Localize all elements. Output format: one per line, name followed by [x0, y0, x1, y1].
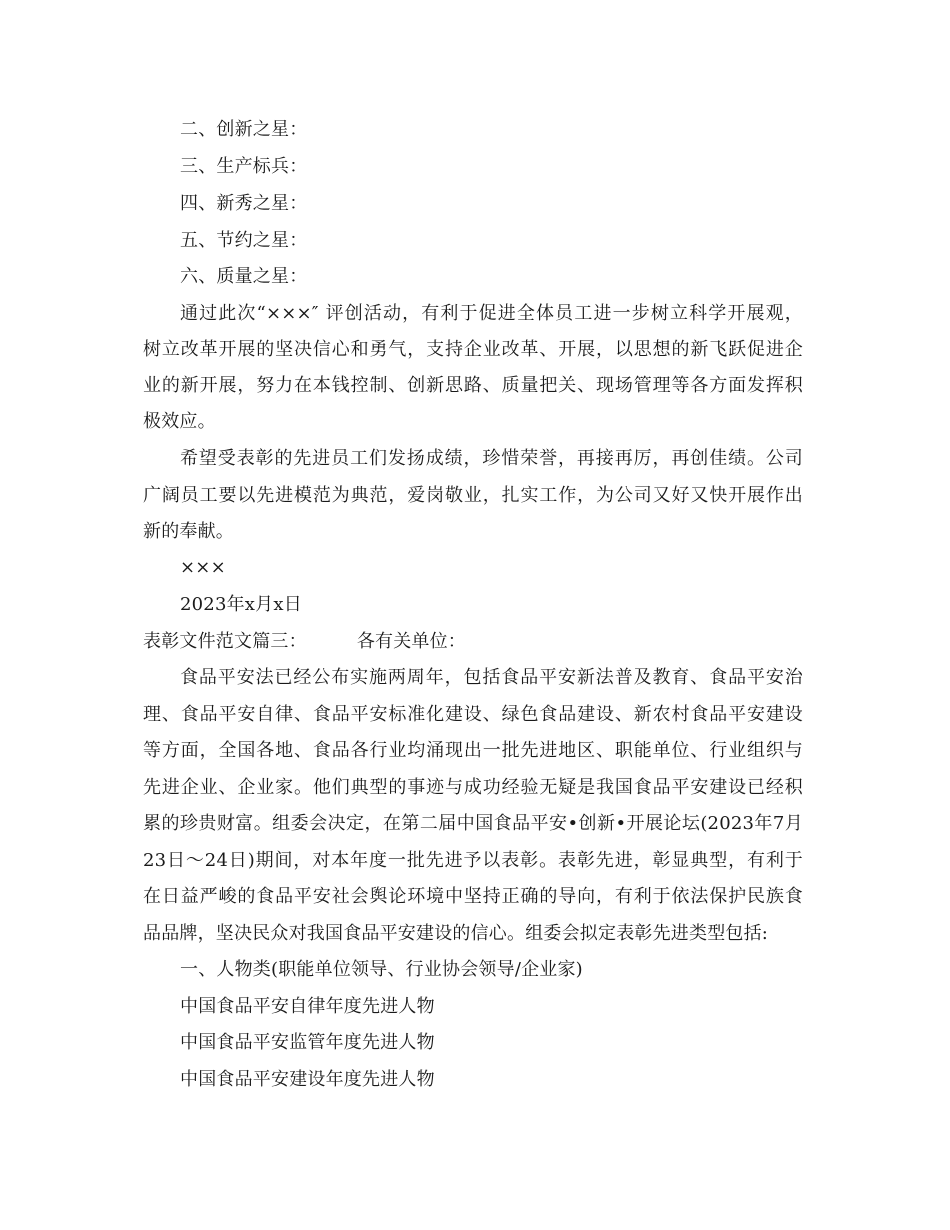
paragraph-2-line-3: 新的奉献。 [143, 521, 234, 542]
paragraph-3-line-1: 食品平安法已经公布实施两周年，包括食品平安新法普及教育、食品平安治 [180, 667, 803, 688]
paragraph-3-line-4: 先进企业、企业家。他们典型的事迹与成功经验无疑是我国食品平安建设已经积 [143, 777, 803, 798]
paragraph-1-line-3: 业的新开展，努力在本钱控制、创新思路、质量把关、现场管理等各方面发挥积 [143, 375, 803, 396]
signature: ××× [180, 557, 226, 578]
category-1-item-supervision: 中国食品平安监管年度先进人物 [180, 1032, 435, 1053]
category-1-title: 一、人物类(职能单位领导、行业协会领导/企业家) [180, 959, 583, 980]
date: 2023年x月x日 [180, 594, 302, 615]
paragraph-3-line-3: 等方面，全国各地、食品各行业均涌现出一批先进地区、职能单位、行业组织与 [143, 740, 803, 761]
category-1-item-self-discipline: 中国食品平安自律年度先进人物 [180, 996, 435, 1017]
award-item-quality-star: 六、质量之星： [180, 266, 308, 287]
award-item-saving-star: 五、节约之星： [180, 230, 308, 251]
category-1-item-construction: 中国食品平安建设年度先进人物 [180, 1069, 435, 1090]
paragraph-3-line-7: 在日益严峻的食品平安社会舆论环境中坚持正确的导向，有利于依法保护民族食 [143, 886, 803, 907]
award-item-production-model: 三、生产标兵： [180, 156, 308, 177]
paragraph-1-line-1: 通过此次“×××″ 评创活动，有利于促进全体员工进一步树立科学开展观， [180, 303, 803, 324]
paragraph-1-line-2: 树立改革开展的坚决信心和勇气，支持企业改革、开展，以思想的新飞跃促进企 [143, 339, 803, 360]
section-3-heading [143, 630, 803, 654]
paragraph-1-line-4: 极效应。 [143, 411, 216, 432]
section-3-title: 表彰文件范文篇三： [143, 631, 307, 652]
paragraph-3-line-6: 23日～24日)期间，对本年度一批先进予以表彰。表彰先进，彰显典型，有利于 [143, 850, 803, 871]
paragraph-3-line-2: 理、食品平安自律、食品平安标准化建设、绿色食品建设、新农村食品平安建设 [143, 704, 803, 725]
award-item-newcomer-star: 四、新秀之星： [180, 193, 308, 214]
award-item-innovation-star: 二、创新之星： [180, 119, 308, 140]
paragraph-3-line-5: 累的珍贵财富。组委会决定，在第二届中国食品平安•创新•开展论坛(2023年7月 [143, 813, 803, 834]
paragraph-3-line-8: 品品牌，坚决民众对我国食品平安建设的信心。组委会拟定表彰先进类型包括: [143, 923, 769, 944]
paragraph-2-line-1: 希望受表彰的先进员工们发扬成绩，珍惜荣誉，再接再厉，再创佳绩。公司 [180, 448, 803, 469]
section-3-addressee: 各有关单位： [356, 631, 467, 652]
paragraph-2-line-2: 广阔员工要以先进模范为典范，爱岗敬业，扎实工作，为公司又好又快开展作出 [143, 485, 803, 506]
